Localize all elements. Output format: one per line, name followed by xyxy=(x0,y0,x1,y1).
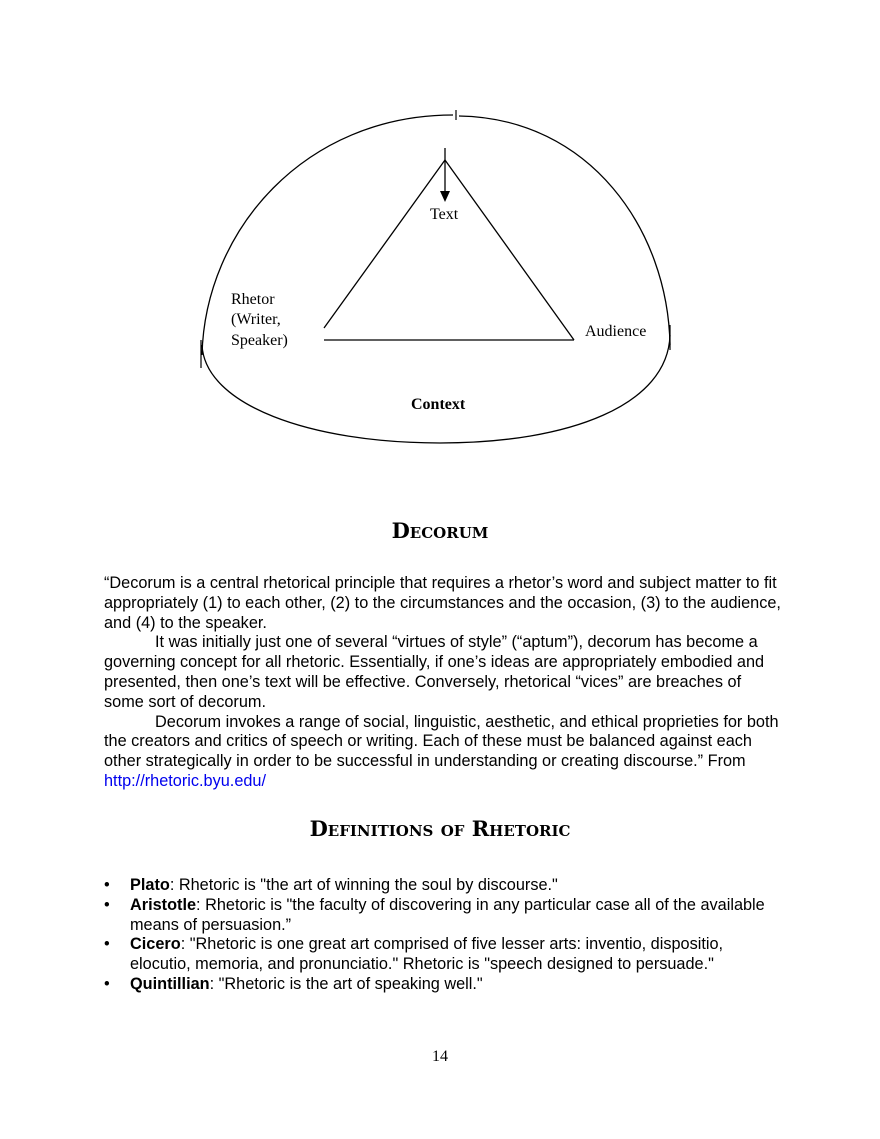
definition-author: Cicero xyxy=(130,935,181,954)
rhetor-label-line-1: Rhetor xyxy=(231,291,275,308)
decorum-paragraph-3 xyxy=(104,713,784,792)
triangle-right-edge xyxy=(445,160,574,340)
definition-author: Plato xyxy=(130,876,170,894)
definition-item-aristotle xyxy=(104,896,784,936)
context-label: Context xyxy=(411,396,466,413)
decorum-paragraph-3-text: Decorum invokes a range of social, linguistic, aesthetic, and ethical proprieties for both the creators and critics of speech or writing. Each of these must be balanced against each other strategically in order to be successful in understanding or creating discourse.” From xyxy=(104,712,779,771)
definition-item-cicero xyxy=(104,935,784,975)
definition-item-plato xyxy=(104,876,784,896)
definition-text: : "Rhetoric is one great art comprised of five lesser arts: inventio, dispositio, elocutio, memoria, and pronunciatio." Rhetoric is "speech designed to persuade." xyxy=(130,935,724,974)
definitions-heading: Definitions of Rhetoric xyxy=(309,816,571,841)
decorum-paragraph-2: It was initially just one of several “virtues of style” (“aptum”), decorum has become a governing concept for all rhetoric. Essentially, if one’s ideas are appropriately embodied and presented, then one’s text will be effective. Conversely, rhetorical “vices” are breaches of some sort of decorum. xyxy=(104,633,765,711)
triangle-left-edge xyxy=(324,160,445,328)
rhetor-label-line-2: (Writer, xyxy=(231,311,281,328)
decorum-body xyxy=(104,574,784,792)
definitions-list xyxy=(104,876,784,995)
definition-item-quintillian xyxy=(104,975,784,995)
definition-author: Aristotle xyxy=(130,895,197,914)
definition-author: Quintillian xyxy=(130,974,210,993)
text-arrow-head xyxy=(440,191,450,202)
page-number: 14 xyxy=(432,1048,448,1065)
rhetor-label-line-3: Speaker) xyxy=(231,332,288,349)
audience-label: Audience xyxy=(585,323,647,340)
definition-text: : Rhetoric is "the art of winning the soul by discourse." xyxy=(169,876,558,894)
source-link[interactable]: http://rhetoric.byu.edu/ xyxy=(104,771,267,790)
rhetorical-situation-diagram xyxy=(0,0,880,470)
context-ellipse-upper-right-arc xyxy=(459,116,670,345)
decorum-heading: Decorum xyxy=(391,518,489,543)
decorum-paragraph-1: “Decorum is a central rhetorical principle that requires a rhetor’s word and subject matter to fit appropriately (1) to each other, (2) to the circumstances and the occasion, (3) to the audience, and (4) to the speaker. xyxy=(104,574,781,632)
text-label: Text xyxy=(430,206,459,223)
context-ellipse-lower-arc xyxy=(202,335,670,443)
definition-text: : "Rhetoric is the art of speaking well." xyxy=(209,974,483,993)
definition-text: : Rhetoric is "the faculty of discovering in any particular case all of the available means of persuasion.” xyxy=(130,895,765,934)
